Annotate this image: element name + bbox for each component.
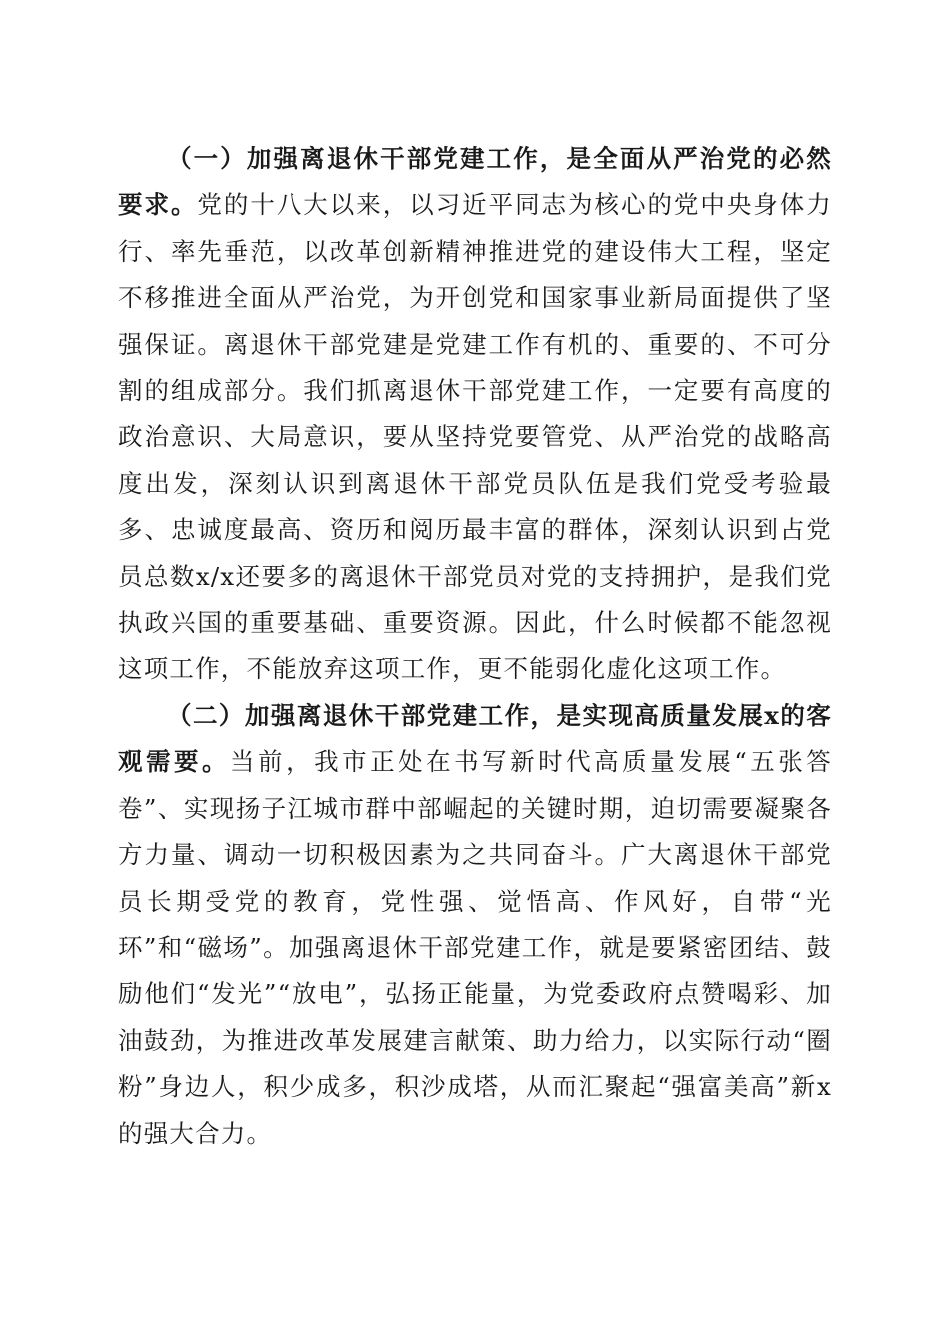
paragraph-2-heading: （二）加强离退休干部党建工作，是实现高质量发展x的客观需要。 <box>118 700 832 777</box>
paragraph-2 <box>118 693 832 1157</box>
paragraph-1-body: 党的十八大以来，以习近平同志为核心的党中央身体力行、率先垂范，以改革创新精神推进党的建设伟大工程，坚定不移推进全面从严治党，为开创党和国家事业新局面提供了坚强保证。离退休干部党建是党建工作有机的、重要的、不可分割的组成部分。我们抓离退休干部党建工作，一定要有高度的政治意识、大局意识，要从坚持党要管党、从严治党的战略高度出发，深刻认识到离退休干部党员队伍是我们党受考验最多、忠诚度最高、资历和阅历最丰富的群体，深刻认识到占党员总数x/x还要多的离退休干部党员对党的支持拥护，是我们党执政兴国的重要基础、重要资源。因此，什么时候都不能忽视这项工作，不能放弃这项工作，更不能弱化虚化这项工作。 <box>118 190 832 684</box>
paragraph-2-body: 当前，我市正处在书写新时代高质量发展“五张答卷”、实现扬子江城市群中部崛起的关键时期，迫切需要凝聚各方力量、调动一切积极因素为之共同奋斗。广大离退休干部党员长期受党的教育，党性强、觉悟高、作风好，自带“光环”和“磁场”。加强离退休干部党建工作，就是要紧密团结、鼓励他们“发光”“放电”，弘扬正能量，为党委政府点赞喝彩、加油鼓劲，为推进改革发展建言献策、助力给力，以实际行动“圈粉”身边人，积少成多，积沙成塔，从而汇聚起“强富美高”新x的强大合力。 <box>118 747 832 1148</box>
paragraph-1-heading: （一）加强离退休干部党建工作，是全面从严治党的必然要求。 <box>118 144 832 220</box>
paragraph-1 <box>118 136 832 693</box>
document-page <box>118 136 832 1157</box>
